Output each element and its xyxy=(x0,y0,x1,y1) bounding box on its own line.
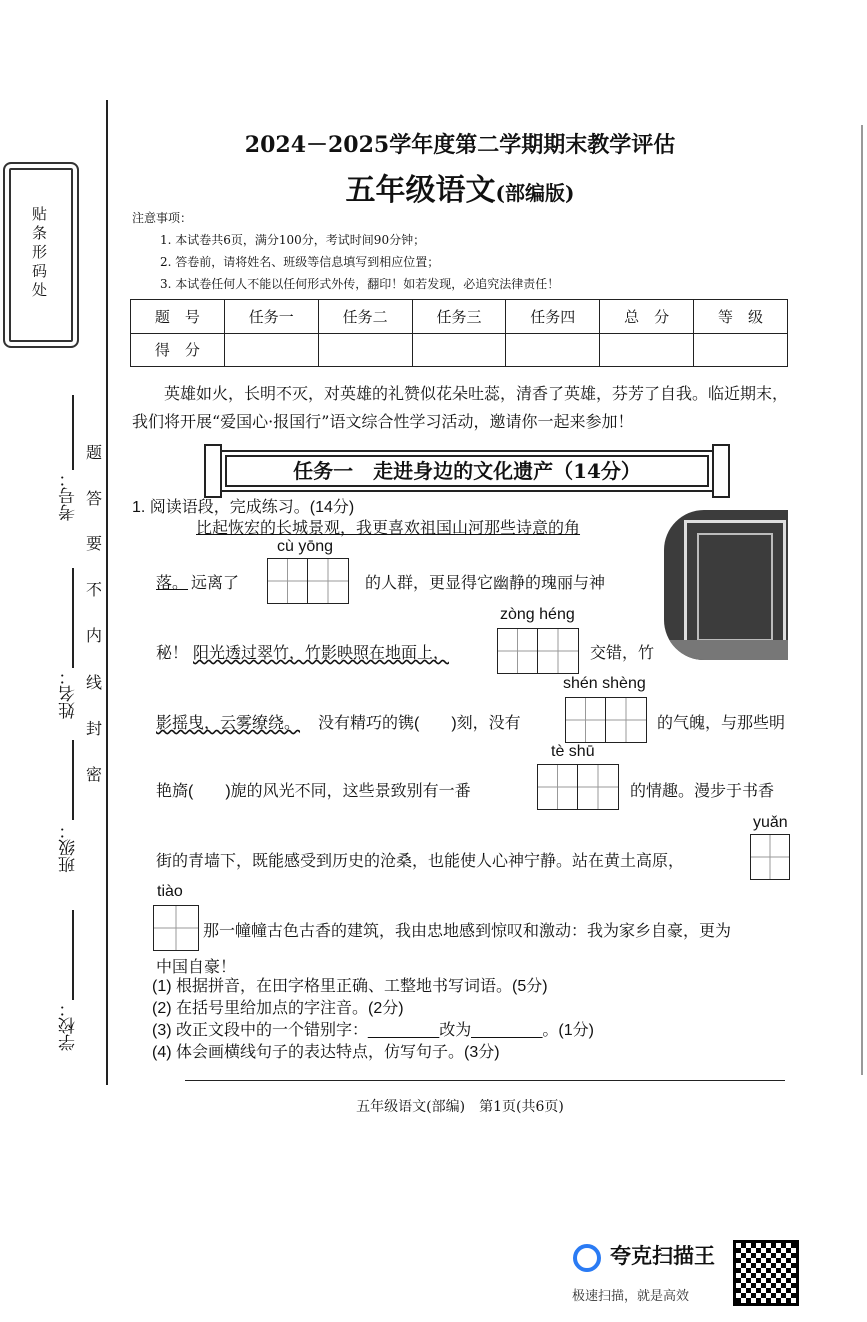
table-cell: 任务三 xyxy=(412,300,506,334)
table-cell: 任务二 xyxy=(318,300,412,334)
table-cell: 任务四 xyxy=(506,300,600,334)
seal-char: 封 xyxy=(86,719,103,738)
page-edge xyxy=(861,125,863,1075)
score-cell[interactable] xyxy=(694,333,788,367)
exam-number-label: 考号： xyxy=(59,470,79,521)
answer-grid-2[interactable] xyxy=(497,628,579,674)
class-label: 班级： xyxy=(59,822,79,873)
barcode-sticker-box xyxy=(3,162,79,348)
passage-line-3a: 秘！ xyxy=(156,645,189,662)
pinyin-5: yuǎn xyxy=(753,814,788,831)
seal-char: 内 xyxy=(86,626,103,645)
passage-line-4b: 没有精巧的镌( )刻，没有 xyxy=(318,715,521,732)
subquestion-2: (2) 在括号里给加点的字注音。(2分) xyxy=(152,1000,404,1017)
passage-line-4c: 的气魄，与那些明 xyxy=(657,715,786,732)
notes xyxy=(132,207,559,295)
seal-char: 线 xyxy=(86,673,103,692)
table-cell: 总 分 xyxy=(600,300,694,334)
score-cell[interactable] xyxy=(506,333,600,367)
passage-line-5b: 的情趣。漫步于书香 xyxy=(630,783,775,800)
note-item: 1. 本试卷共6页，满分100分，考试时间90分钟； xyxy=(160,233,426,247)
qr-code-icon xyxy=(733,1240,799,1306)
table-cell: 题 号 xyxy=(131,300,225,334)
seal-char: 答 xyxy=(86,489,103,508)
subquestion-1: (1) 根据拼音，在田字格里正确、工整地书写词语。(5分) xyxy=(152,978,548,995)
page-footer: 五年级语文(部编) 第1页(共6页) xyxy=(356,1099,564,1115)
footer-rule xyxy=(185,1080,785,1081)
subquestion-3: (3) 改正文段中的一个错别字：________改为________。(1分) xyxy=(152,1022,594,1039)
subquestions xyxy=(152,976,594,1064)
table-cell: 等 级 xyxy=(694,300,788,334)
exam-title: 2024－2025学年度第二学期期末教学评估 xyxy=(244,132,676,158)
table-cell: 任务一 xyxy=(224,300,318,334)
pinyin-3: shén shèng xyxy=(563,675,646,692)
pinyin-6: tiào xyxy=(157,883,183,900)
heritage-photo xyxy=(664,510,788,660)
passage-line-7: 那一幢幢古色古香的建筑，我由忠地感到惊叹和激动：我为家乡自豪，更为 xyxy=(203,923,732,940)
pinyin-4: tè shū xyxy=(551,743,595,760)
notes-title: 注意事项： xyxy=(132,211,193,225)
pinyin-1: cù yōng xyxy=(277,538,334,555)
passage-line-2b: 远离了 xyxy=(191,575,240,592)
seal-char: 题 xyxy=(86,443,103,462)
note-item: 3. 本试卷任何人不能以任何形式外传，翻印！如若发现，必追究法律责任！ xyxy=(160,277,560,291)
answer-grid-1[interactable] xyxy=(267,558,349,604)
score-cell[interactable] xyxy=(600,333,694,367)
score-table xyxy=(130,299,788,367)
task1-banner: 任务一 走进身边的文化遗产（14分） xyxy=(220,450,714,492)
passage-line-1: 比起恢宏的长城景观，我更喜欢祖国山河那些诗意的角 xyxy=(196,520,581,537)
seal-char: 要 xyxy=(86,534,103,553)
table-cell: 得 分 xyxy=(131,333,225,367)
name-line xyxy=(72,568,74,668)
answer-grid-6[interactable] xyxy=(153,905,199,951)
edition-label: (部编版) xyxy=(495,181,575,205)
subquestion-4: (4) 体会画横线句子的表达特点，仿写句子。(3分) xyxy=(152,1044,500,1061)
score-cell[interactable] xyxy=(224,333,318,367)
answer-grid-4[interactable] xyxy=(537,764,619,810)
score-table-score-row xyxy=(131,333,788,367)
quark-logo-icon xyxy=(573,1244,601,1272)
passage-line-3c: 交错，竹 xyxy=(590,645,655,662)
question-1-heading: 1. 阅读语段，完成练习。(14分) xyxy=(132,499,355,516)
intro-paragraph: 英雄如火，长明不灭，对英雄的礼赞似花朵吐蕊，清香了英雄，芬芳了自我。临近期末，我们将开展“爱国心·报国行”语文综合性学习活动，邀请你一起来参加！ xyxy=(132,384,789,431)
passage-line-8: 中国自豪！ xyxy=(156,959,237,976)
school-label: 学校： xyxy=(59,1000,79,1051)
note-item: 2. 答卷前，请将姓名、班级等信息填写到相应位置； xyxy=(160,255,440,269)
score-cell[interactable] xyxy=(412,333,506,367)
passage-line-2a: 落。 xyxy=(156,575,189,592)
answer-grid-5[interactable] xyxy=(750,834,790,880)
class-line xyxy=(72,740,74,820)
brand-name: 夸克扫描王 xyxy=(610,1244,715,1268)
name-label: 姓名： xyxy=(59,668,79,719)
brand-slogan: 极速扫描，就是高效 xyxy=(572,1289,690,1304)
score-table-header-row xyxy=(131,300,788,334)
answer-grid-3[interactable] xyxy=(565,697,647,743)
score-cell[interactable] xyxy=(318,333,412,367)
binding-line xyxy=(106,100,108,1085)
passage-line-3b: 阳光透过翠竹，竹影映照在地面上， xyxy=(193,645,450,662)
subject-title xyxy=(200,165,720,209)
passage-line-5a: 艳旖( )旎的风光不同，这些景致别有一番 xyxy=(156,783,471,800)
barcode-sticker-label: 贴条形码处 xyxy=(30,206,48,301)
exam-number-line xyxy=(72,395,74,470)
passage-line-4a: 影摇曳，云雾缭绕。 xyxy=(156,715,301,732)
passage-line-6: 街的青墙下，既能感受到历史的沧桑，也能使人心神宁静。站在黄土高原， xyxy=(156,853,685,870)
seal-char: 不 xyxy=(86,580,103,599)
pinyin-2: zòng héng xyxy=(500,606,575,623)
seal-char: 密 xyxy=(86,765,103,784)
school-line xyxy=(72,910,74,1000)
passage-line-2c: 的人群，更显得它幽静的瑰丽与神 xyxy=(365,575,606,592)
subject-name: 五年级语文 xyxy=(345,173,496,208)
